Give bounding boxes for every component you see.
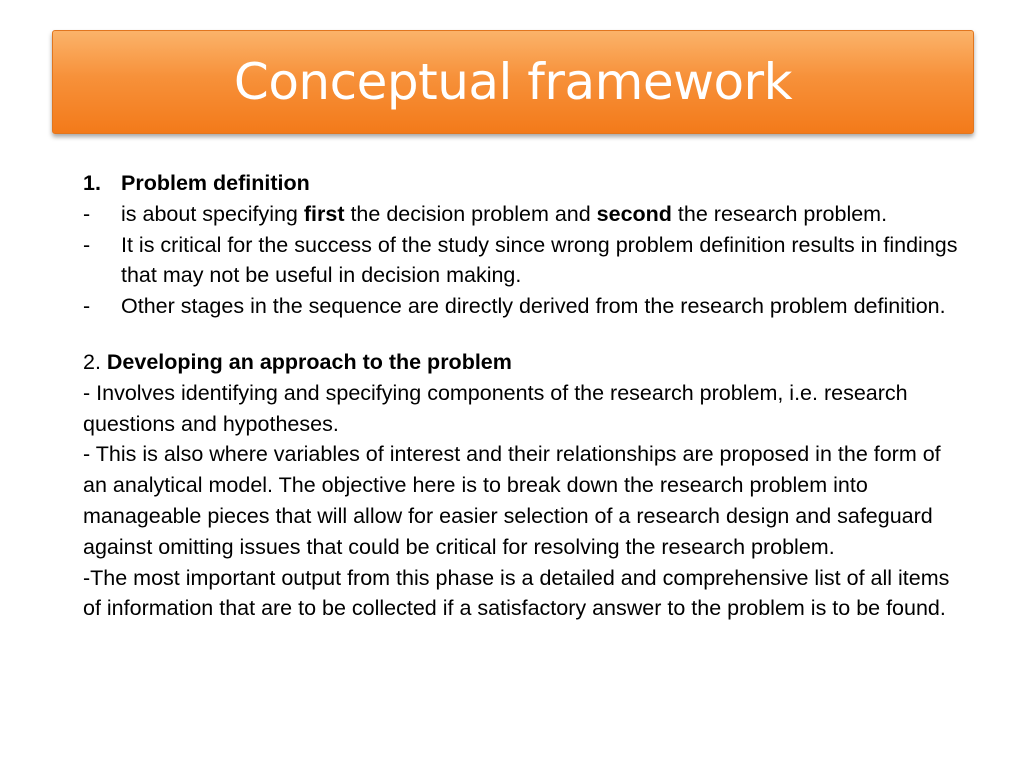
bullet-1-bold-second: second [596,201,672,226]
bullet-text: It is critical for the success of the study since wrong problem definition results in findings that may not be useful in decision making. [121,232,958,288]
bullet-1-text-b: the decision problem and [344,201,597,226]
section-2 [83,347,963,624]
section-1-bullet-1 [83,199,963,230]
section-2-heading: Developing an approach to the problem [106,349,512,374]
section-2-paragraph-2: - This is also where variables of interest and their relationships are proposed in the form of an analytical model. The objective here is to break down the research problem into manageable pieces that will allow for easier selection of a research design and safeguard against omitting issues that could be critical for resolving the research problem. [83,442,941,559]
bullet-marker: - [83,294,91,319]
bullet-1-bold-first: first [303,201,345,226]
bullet-1-text-c: the research problem. [671,201,888,226]
section-1-heading: Problem definition [121,171,310,195]
bullet-text [121,199,963,230]
bullet-1-text-a: is about specifying [121,201,304,226]
section-1-bullet-2 [83,230,963,292]
slide-title: Conceptual framework [233,53,793,111]
section-2-paragraph-3: -The most important output from this phase is a detailed and comprehensive list of all items of information that are to be collected if a satisfactory answer to the problem is to be found. [83,565,950,621]
section-2-paragraph-1: - Involves identifying and specifying components of the research problem, i.e. research questions and hypotheses. [83,380,908,436]
bullet-marker: - [83,232,91,257]
section-1-number: 1. [83,171,101,195]
section-2-number: 2. [83,349,107,374]
bullet-text: Other stages in the sequence are directly derived from the research problem definition. [121,294,946,319]
section-1-bullet-3 [83,291,963,322]
title-banner [52,30,974,134]
section-1-header [83,168,963,199]
slide-body [83,168,963,624]
bullet-marker: - [83,201,91,226]
section-2-header [83,347,963,378]
